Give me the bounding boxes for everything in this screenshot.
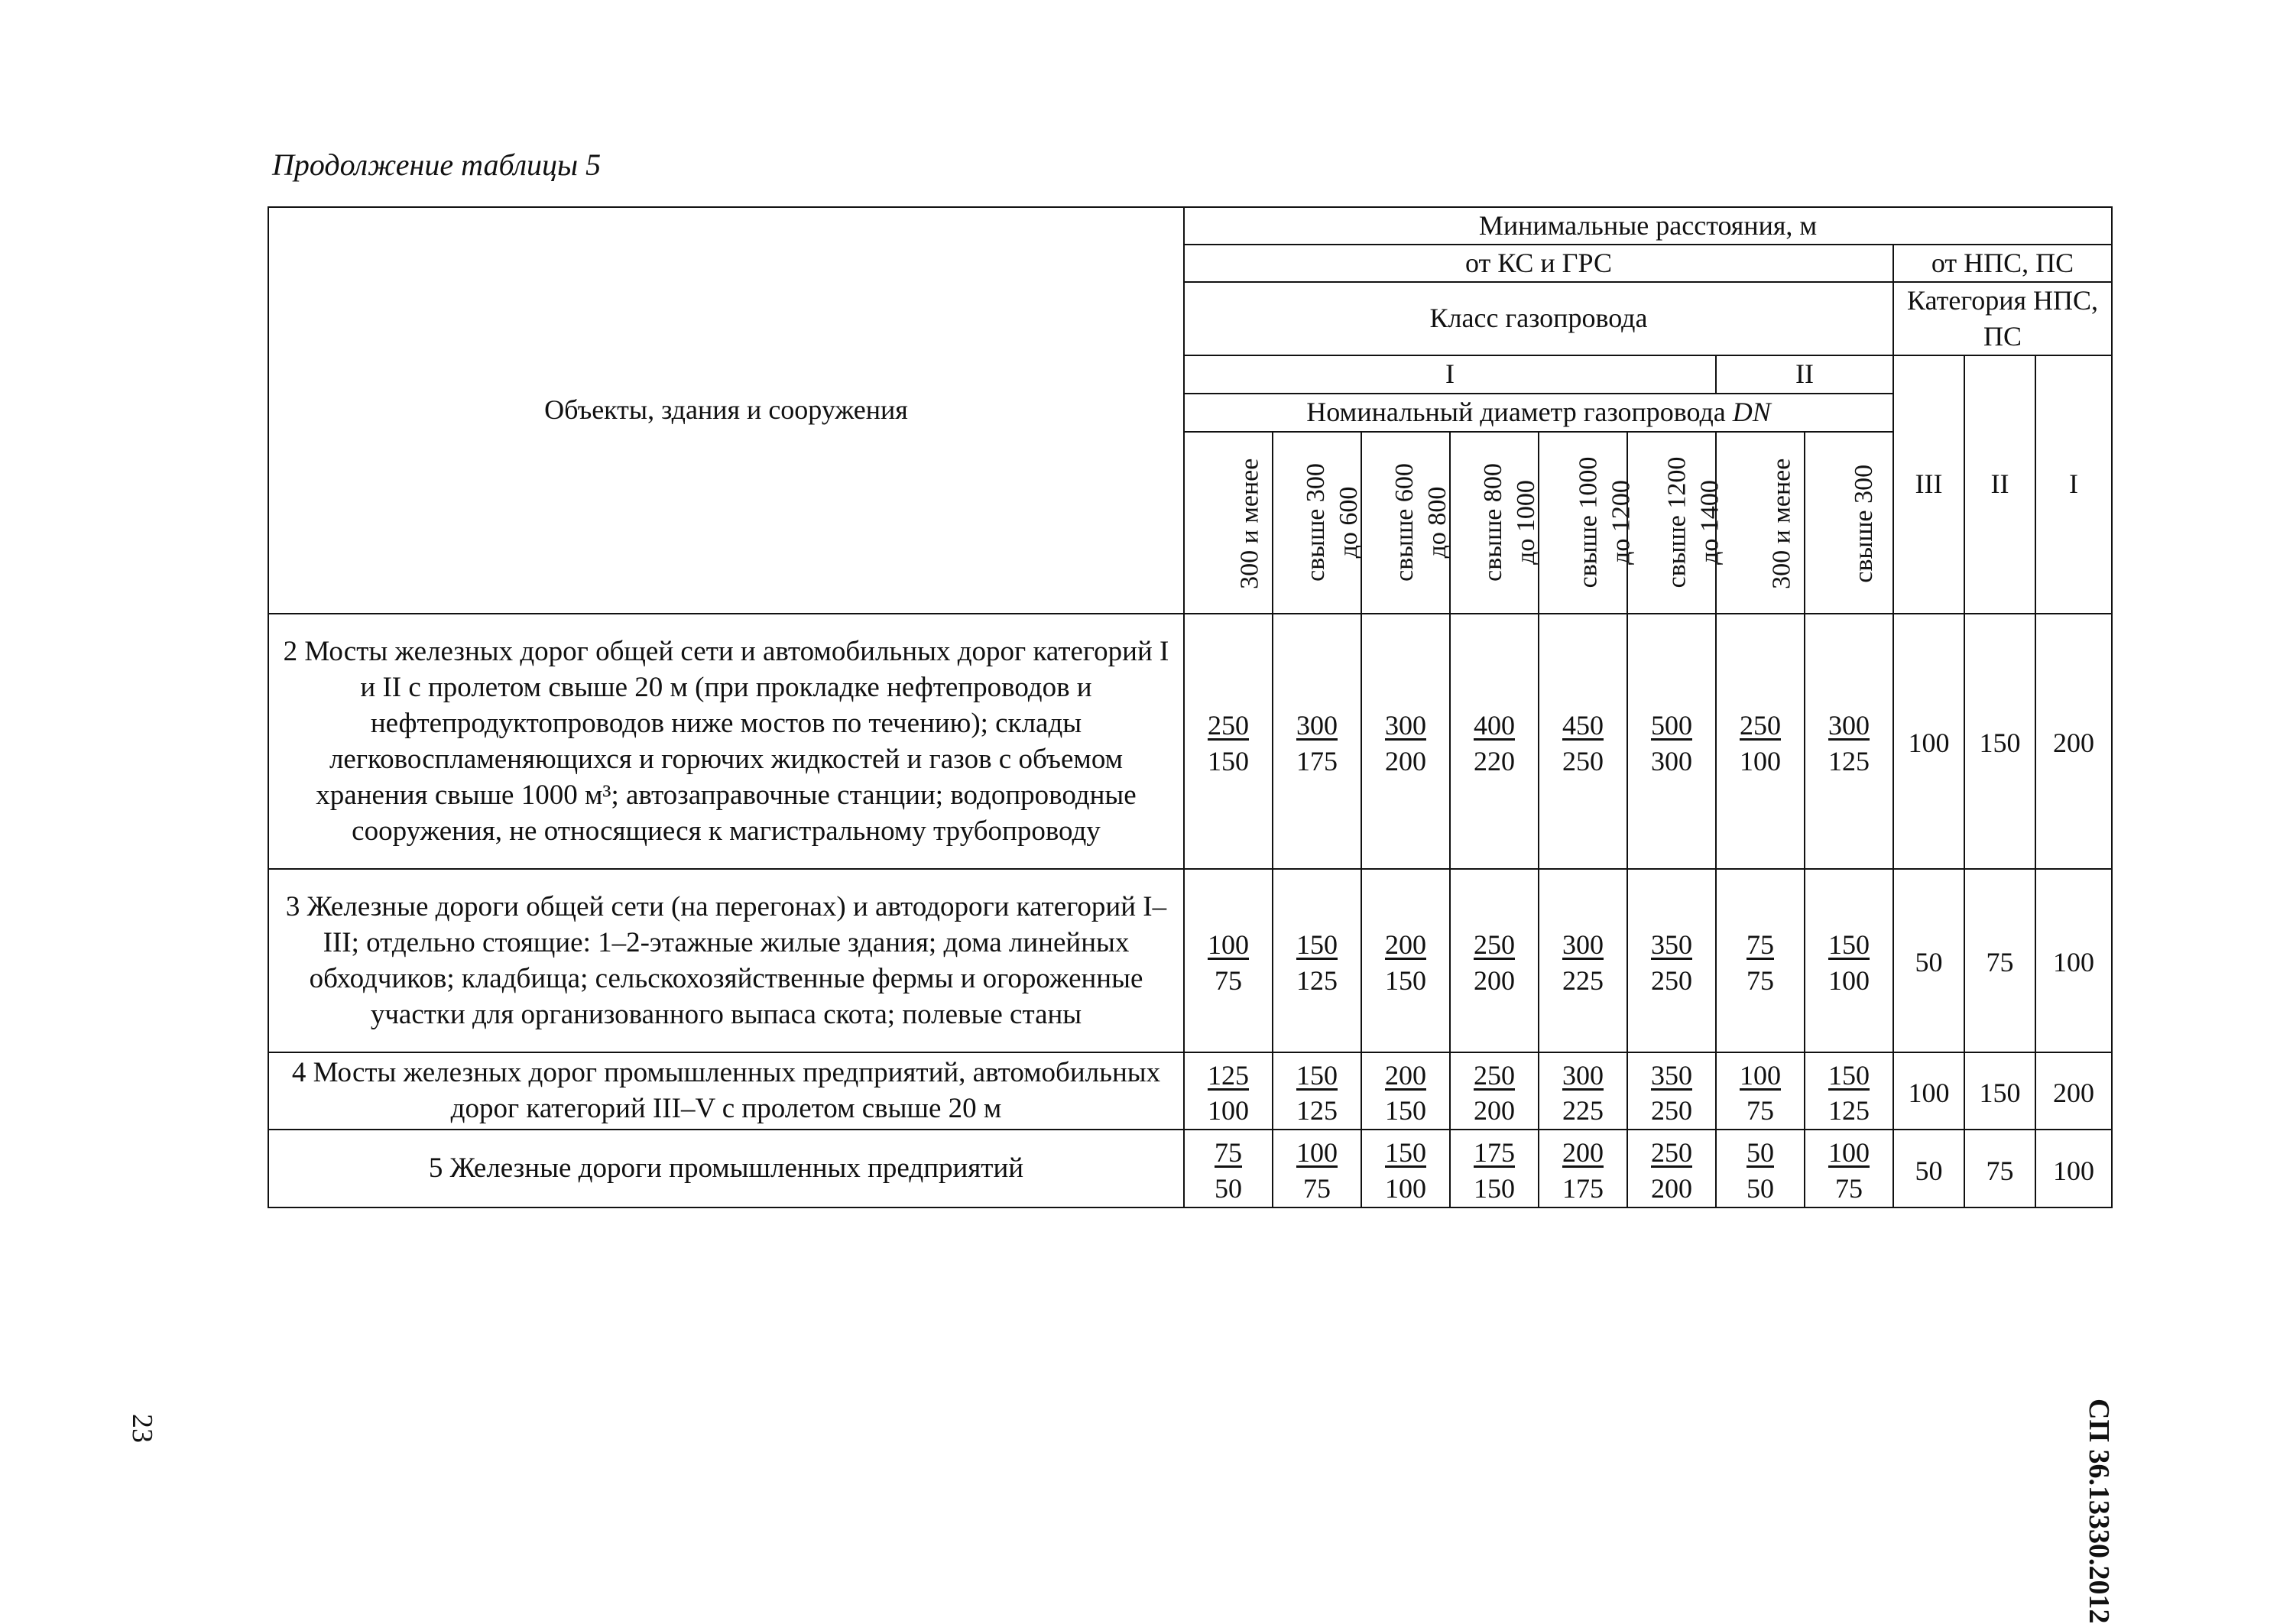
distance-value-top: 200: [1562, 1137, 1604, 1169]
distances-table: [268, 206, 2113, 1208]
distance-value-bottom: 150: [1385, 964, 1426, 996]
distance-value-bottom: 150: [1385, 1095, 1426, 1126]
distance-cell: [1450, 614, 1539, 869]
distance-value-bottom: 220: [1474, 745, 1515, 776]
distance-value-bottom: 75: [1747, 1095, 1774, 1126]
distance-cell: [1805, 1052, 1893, 1130]
distance-value-bottom: 175: [1296, 745, 1338, 776]
category-1-header: I: [2035, 355, 2112, 614]
distance-value-top: 350: [1651, 1059, 1692, 1091]
nps-distance-cell: 200: [2035, 614, 2112, 869]
distance-cell: [1627, 614, 1716, 869]
distance-value-top: 300: [1385, 709, 1426, 741]
distance-cell: [1361, 1052, 1450, 1130]
distance-cell: [1805, 1130, 1893, 1207]
distance-cell: [1273, 1052, 1361, 1130]
class-1-header: I: [1184, 355, 1716, 394]
distance-cell: [1805, 869, 1893, 1052]
distance-value-bottom: 225: [1562, 1095, 1604, 1126]
distance-value-top: 250: [1474, 929, 1515, 960]
distance-value-bottom: 200: [1385, 745, 1426, 776]
distance-cell: [1450, 1130, 1539, 1207]
dn-column-header: свыше 600 до 800: [1361, 432, 1450, 614]
table-row: [268, 1130, 2112, 1207]
pipe-class-header: Класс газопровода: [1184, 282, 1893, 355]
object-description: 2 Мосты железных дорог общей сети и автомобильных дорог категорий I и II с пролетом свыше 20 м (при прокладке нефтепроводов и нефтепродуктопроводов ниже мостов по течению); склады легковоспламеняющихся и горючих жидкостей и газов с объемом хранения свыше 1000 м³; автозаправочные станции; водопроводные сооружения, не относящиеся к магистральному трубопроводу: [268, 614, 1184, 869]
distance-value-bottom: 200: [1651, 1172, 1692, 1204]
dn-column-header: свыше 800 до 1000: [1450, 432, 1539, 614]
dn-column-header: 300 и менее: [1716, 432, 1805, 614]
distance-value-top: 75: [1747, 929, 1774, 960]
distance-value-bottom: 75: [1747, 964, 1774, 996]
table-body: [268, 614, 2112, 1207]
dn-column-header: свыше 1200 до 1400: [1627, 432, 1716, 614]
distance-value-top: 250: [1651, 1137, 1692, 1169]
distance-value-bottom: 250: [1562, 745, 1604, 776]
object-description: 5 Железные дороги промышленных предприятий: [268, 1130, 1184, 1207]
nps-distance-cell: 100: [1893, 1052, 1964, 1130]
distance-cell: [1184, 614, 1273, 869]
distance-value-top: 200: [1385, 1059, 1426, 1091]
distance-cell: [1273, 869, 1361, 1052]
distance-value-top: 150: [1828, 1059, 1870, 1091]
distance-value-bottom: 75: [1303, 1172, 1331, 1204]
table-row: [268, 869, 2112, 1052]
distance-cell: [1539, 614, 1627, 869]
distance-value-bottom: 250: [1651, 1095, 1692, 1126]
distance-value-top: 100: [1208, 929, 1249, 960]
distance-cell: [1450, 1052, 1539, 1130]
distance-value-bottom: 50: [1747, 1172, 1774, 1204]
table-row: [268, 614, 2112, 869]
distance-cell: [1539, 1130, 1627, 1207]
distance-value-top: 100: [1740, 1059, 1781, 1091]
distance-value-top: 175: [1474, 1137, 1515, 1169]
distance-value-top: 300: [1562, 929, 1604, 960]
distance-cell: [1627, 1052, 1716, 1130]
nps-distance-cell: 100: [2035, 1130, 2112, 1207]
distance-value-top: 300: [1562, 1059, 1604, 1091]
distance-value-bottom: 75: [1835, 1172, 1863, 1204]
distance-value-top: 300: [1828, 709, 1870, 741]
distance-value-bottom: 125: [1828, 745, 1870, 776]
nps-distance-cell: 75: [1964, 1130, 2035, 1207]
distance-cell: [1273, 614, 1361, 869]
distance-value-top: 150: [1296, 1059, 1338, 1091]
distance-cell: [1716, 1052, 1805, 1130]
category-3-header: III: [1893, 355, 1964, 614]
distance-cell: [1539, 869, 1627, 1052]
distance-cell: [1361, 614, 1450, 869]
min-dist-header: Минимальные расстояния, м: [1184, 207, 2112, 245]
distance-cell: [1361, 1130, 1450, 1207]
distance-value-top: 250: [1208, 709, 1249, 741]
distance-value-bottom: 250: [1651, 964, 1692, 996]
nps-category-header: Категория НПС, ПС: [1893, 282, 2112, 355]
distance-cell: [1184, 1130, 1273, 1207]
table-row: [268, 1052, 2112, 1130]
distance-value-bottom: 100: [1208, 1095, 1249, 1126]
nps-distance-cell: 200: [2035, 1052, 2112, 1130]
distance-value-top: 150: [1385, 1137, 1426, 1169]
distance-cell: [1273, 1130, 1361, 1207]
nps-distance-cell: 150: [1964, 1052, 2035, 1130]
distance-cell: [1716, 869, 1805, 1052]
distance-value-top: 450: [1562, 709, 1604, 741]
distance-cell: [1184, 869, 1273, 1052]
distance-cell: [1627, 869, 1716, 1052]
distance-value-top: 75: [1215, 1137, 1242, 1169]
nps-distance-cell: 50: [1893, 1130, 1964, 1207]
distance-value-top: 300: [1296, 709, 1338, 741]
objects-header: Объекты, здания и сооружения: [268, 207, 1184, 614]
distance-value-bottom: 175: [1562, 1172, 1604, 1204]
distance-cell: [1627, 1130, 1716, 1207]
nps-distance-cell: 50: [1893, 869, 1964, 1052]
distance-cell: [1184, 1052, 1273, 1130]
distance-value-top: 150: [1296, 929, 1338, 960]
dn-header: [1184, 394, 1893, 432]
distance-value-bottom: 200: [1474, 964, 1515, 996]
distance-value-top: 200: [1385, 929, 1426, 960]
distance-cell: [1361, 869, 1450, 1052]
distance-value-bottom: 225: [1562, 964, 1604, 996]
distance-value-top: 250: [1740, 709, 1781, 741]
document-code: СП 36.13330.2012: [2083, 1399, 2115, 1624]
dn-column-header: свыше 300 до 600: [1273, 432, 1361, 614]
table-caption: Продолжение таблицы 5: [272, 147, 602, 182]
distance-value-top: 125: [1208, 1059, 1249, 1091]
object-description: 3 Железные дороги общей сети (на перегонах) и автодороги категорий I–III; отдельно стоящие: 1–2-этажные жилые здания; дома линейных обходчиков; кладбища; сельскохозяйственные фермы и огороженные участки для организованного выпаса скота; полевые станы: [268, 869, 1184, 1052]
distance-value-bottom: 150: [1208, 745, 1249, 776]
distance-value-bottom: 125: [1296, 1095, 1338, 1126]
distance-value-bottom: 200: [1474, 1095, 1515, 1126]
dn-column-header: свыше 1000 до 1200: [1539, 432, 1627, 614]
page-number: 23: [126, 1414, 158, 1443]
nps-distance-cell: 150: [1964, 614, 2035, 869]
distance-value-bottom: 100: [1828, 964, 1870, 996]
distance-value-top: 400: [1474, 709, 1515, 741]
from-nps-header: от НПС, ПС: [1893, 245, 2112, 282]
distance-value-top: 250: [1474, 1059, 1515, 1091]
from-ks-header: от КС и ГРС: [1184, 245, 1893, 282]
distance-value-bottom: 125: [1296, 964, 1338, 996]
distance-cell: [1539, 1052, 1627, 1130]
distance-value-bottom: 300: [1651, 745, 1692, 776]
distance-value-bottom: 100: [1385, 1172, 1426, 1204]
category-2-header: II: [1964, 355, 2035, 614]
distance-value-bottom: 50: [1215, 1172, 1242, 1204]
object-description: 4 Мосты железных дорог промышленных предприятий, автомобильных дорог категорий III–V с пролетом свыше 20 м: [268, 1052, 1184, 1130]
distance-cell: [1716, 614, 1805, 869]
distance-cell: [1716, 1130, 1805, 1207]
dn-header-text: Номинальный диаметр газопровода DN: [1306, 397, 1771, 428]
distance-cell: [1805, 614, 1893, 869]
dn-column-header: 300 и менее: [1184, 432, 1273, 614]
distance-value-top: 100: [1296, 1137, 1338, 1169]
distance-cell: [1450, 869, 1539, 1052]
dn-column-header: свыше 300: [1805, 432, 1893, 614]
distance-value-bottom: 75: [1215, 964, 1242, 996]
class-2-header: II: [1716, 355, 1893, 394]
nps-distance-cell: 100: [2035, 869, 2112, 1052]
distance-value-top: 150: [1828, 929, 1870, 960]
distance-value-bottom: 100: [1740, 745, 1781, 776]
distance-value-bottom: 125: [1828, 1095, 1870, 1126]
nps-distance-cell: 100: [1893, 614, 1964, 869]
distance-value-top: 50: [1747, 1137, 1774, 1169]
distance-value-top: 500: [1651, 709, 1692, 741]
distance-value-top: 100: [1828, 1137, 1870, 1169]
nps-distance-cell: 75: [1964, 869, 2035, 1052]
distance-value-bottom: 150: [1474, 1172, 1515, 1204]
distance-value-top: 350: [1651, 929, 1692, 960]
